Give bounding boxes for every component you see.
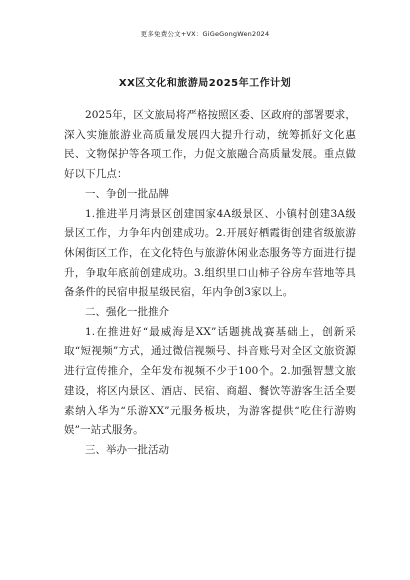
section-paragraph-2: 1.在推进好“最威海是XX”话题挑战赛基础上，创新采取“短视频”方式，通过微信视频号、抖音账号对全区文旅资源进行宣传推介，全年发布视频不少于100个。2.加强智慧文旅建设，将区内景区、酒店、民宿、商超、餐饮等游客生活全要素纳入华为“乐游XX”元服务板块，为游客提供“吃住行游购娱”一站式服务。 — [64, 325, 356, 437]
section-heading-3: 三、举办一批活动 — [85, 443, 169, 456]
intro-paragraph: 2025年，区文旅局将严格按照区委、区政府的部署要求，深入实施旅游业高质量发展四大提升行动，统筹抓好文化惠民、文物保护等各项工作，力促文旅融合高质量发展。重点做好以下几点： — [64, 109, 356, 181]
header-note: 更多免费公文+VX：GiGeGongWen2024 — [140, 30, 270, 38]
section-paragraph-1: 1.推进半月湾景区创建国家4A级景区、小镇村创建3A级景区工作，力争年内创建成功。2.开展好栖霞街创建省级旅游休闲街区工作，在文化特色与旅游休闲业态服务等方面进行提升，争取年底前创建成功。3.组织里口山柿子谷房车营地等具备条件的民宿申报星级民宿，年内争创3家以上。 — [64, 207, 356, 299]
section-heading-2: 二、强化一批推介 — [85, 306, 169, 319]
document-title: XX区文化和旅游局2025年工作计划 — [118, 78, 292, 89]
section-heading-1: 一、争创一批品牌 — [85, 187, 169, 200]
document-body — [64, 106, 356, 461]
